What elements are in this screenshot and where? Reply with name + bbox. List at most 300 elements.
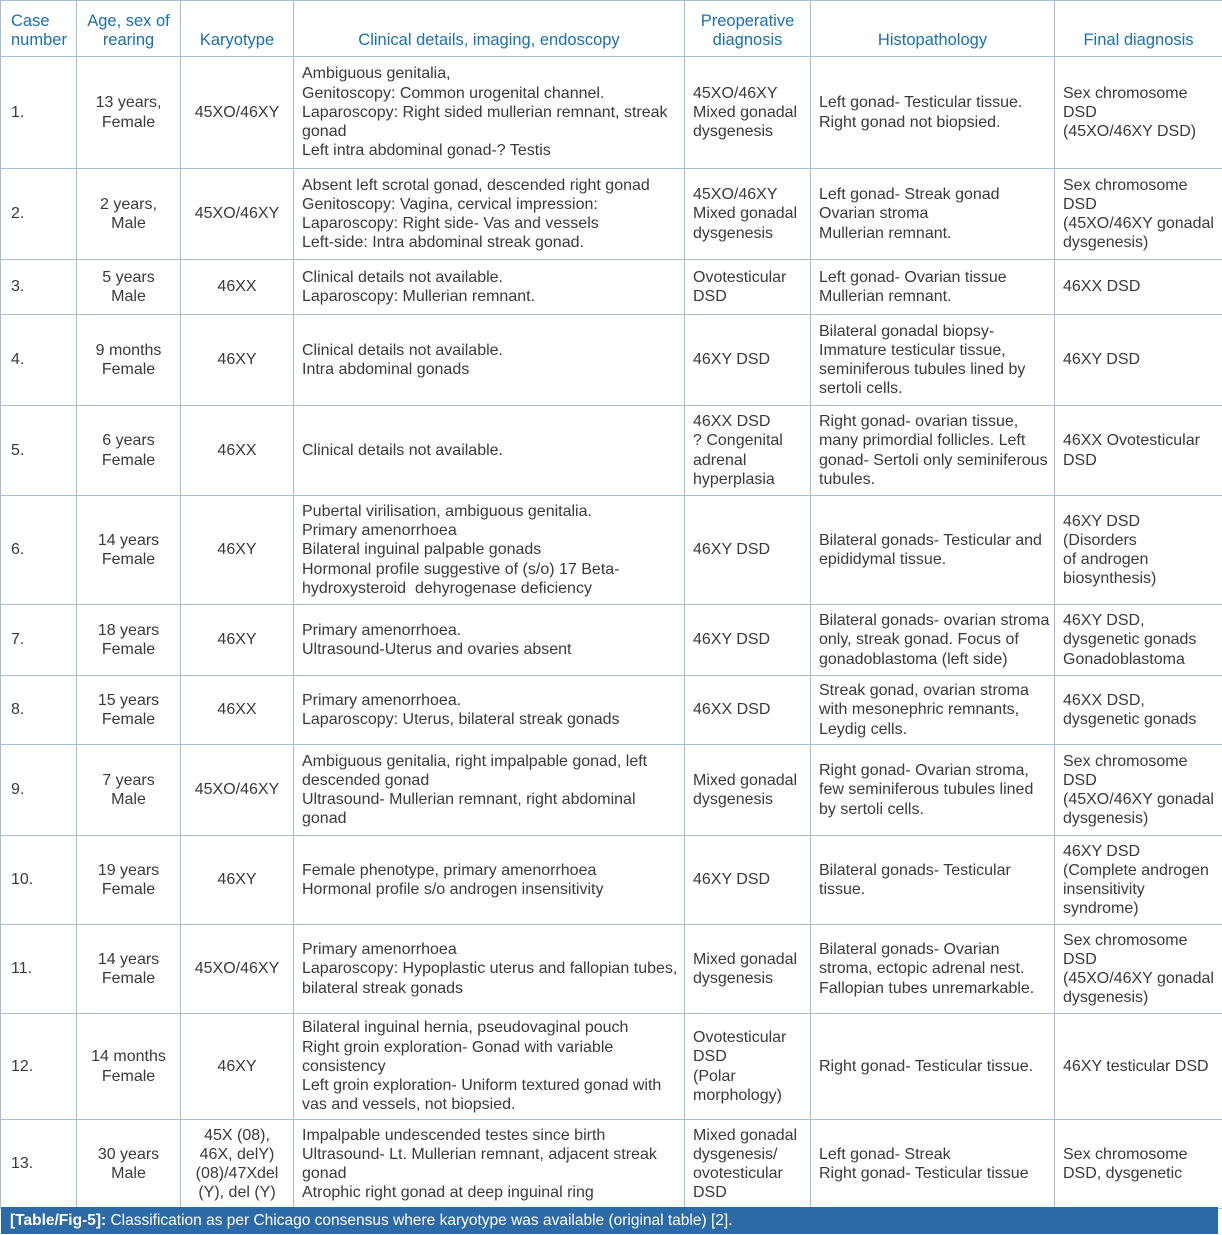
cell-line: tissue. bbox=[819, 881, 866, 898]
cell-line: 46XY DSD bbox=[693, 871, 771, 889]
cell-line: Female phenotype, primary amenorrhoea bbox=[302, 861, 597, 879]
cell-line: Ultrasound- Mullerian remnant, right abdominal bbox=[302, 791, 636, 808]
cell-preop bbox=[685, 676, 811, 745]
cell-line: Left groin exploration- Uniform textured gonad with bbox=[302, 1077, 662, 1095]
cell-line: dysgenesis bbox=[693, 970, 774, 987]
cell-line: 13 years, bbox=[95, 94, 162, 112]
cell-line: Sex chromosome bbox=[1063, 752, 1188, 770]
cell-line: Karyotype bbox=[199, 31, 275, 49]
cell-line: dysgenetic gonads bbox=[1063, 711, 1197, 728]
table-caption bbox=[1, 1207, 1218, 1234]
cell-line: 46XX bbox=[217, 441, 257, 459]
cell-num: 9. bbox=[1, 745, 77, 836]
cell-line: Ambiguous genitalia, bbox=[302, 65, 451, 83]
cell-line: 7 years bbox=[102, 771, 155, 789]
cell-line: 45XO/46XY bbox=[693, 186, 778, 204]
cell-line: Impalpable undescended testes since birth bbox=[302, 1126, 606, 1144]
cell-line: 46XY bbox=[217, 351, 257, 369]
cell-line: Hormonal profile s/o androgen insensitivity bbox=[302, 881, 604, 898]
cell-histo bbox=[811, 745, 1055, 836]
cell-line: stroma, ectopic adrenal nest. bbox=[819, 960, 1025, 978]
cell-line: Age, sex of bbox=[87, 12, 170, 30]
cell-line: Streak gonad, ovarian stroma bbox=[819, 682, 1029, 700]
cell-line: by sertoli cells. bbox=[819, 800, 924, 818]
cell-line: Female bbox=[101, 970, 156, 987]
cell-histo bbox=[811, 496, 1055, 605]
cell-line: hydroxysteroid dehyrogenase deficiency bbox=[302, 579, 592, 597]
cell-line: (08)/47Xdel bbox=[195, 1165, 279, 1182]
cell-line: 14 years bbox=[97, 950, 160, 968]
cell-line: 46XY DSD bbox=[693, 631, 771, 649]
cell-line: Ovarian stroma bbox=[819, 205, 929, 223]
table-row bbox=[1, 1014, 1222, 1120]
cell-line: (45XO/46XY gonadal bbox=[1063, 215, 1214, 232]
cell-line: 46XY DSD, bbox=[1063, 612, 1145, 630]
cell-line: dysgenesis) bbox=[1063, 234, 1149, 252]
cell-clinical bbox=[294, 260, 685, 315]
cell-line: Female bbox=[101, 1067, 156, 1085]
cell-line: Female bbox=[101, 451, 156, 469]
cell-line: 14 months bbox=[91, 1048, 166, 1066]
cell-line: sertoli cells. bbox=[819, 380, 903, 398]
cell-line: 19 years bbox=[97, 861, 160, 879]
cell-line: Left gonad- Ovarian tissue bbox=[819, 268, 1007, 286]
cell-line: Primary amenorrhoea bbox=[302, 941, 457, 959]
cell-age bbox=[77, 315, 181, 406]
cell-line: Right gonad- Testicular tissue. bbox=[819, 1057, 1034, 1075]
cell-histo bbox=[811, 260, 1055, 315]
table-row bbox=[1, 57, 1222, 169]
cell-line: Female bbox=[101, 641, 156, 658]
cell-age bbox=[77, 57, 181, 169]
cell-line: 46X, delY) bbox=[199, 1145, 275, 1163]
cell-line: Immature testicular tissue, bbox=[819, 341, 1006, 359]
cell-line: DSD bbox=[693, 1184, 727, 1202]
table-row bbox=[1, 836, 1222, 925]
cell-line: Female bbox=[101, 551, 156, 568]
cell-line: dysgenesis bbox=[693, 224, 774, 242]
cell-clinical bbox=[294, 605, 685, 676]
header-preop bbox=[685, 1, 811, 57]
cell-line: DSD bbox=[693, 288, 727, 305]
cell-num: 4. bbox=[1, 315, 77, 406]
cell-line: 45XO/46XY bbox=[194, 960, 280, 978]
cell-clinical bbox=[294, 169, 685, 260]
table-row bbox=[1, 496, 1222, 605]
cell-age bbox=[77, 1120, 181, 1209]
cell-line: Hormonal profile suggestive of (s/o) 17 Beta- bbox=[302, 560, 620, 578]
cell-line: Fallopian tubes unremarkable. bbox=[819, 979, 1035, 997]
cell-clinical bbox=[294, 315, 685, 406]
cell-histo bbox=[811, 925, 1055, 1014]
cell-line: 46XY bbox=[217, 541, 257, 559]
cell-num: 10. bbox=[1, 836, 77, 925]
cell-preop bbox=[685, 315, 811, 406]
cell-line: 45XO/46XY bbox=[693, 84, 778, 102]
cell-histo bbox=[811, 1120, 1055, 1209]
cell-num: 13. bbox=[1, 1120, 77, 1209]
cell-line: vas and vessels, not biopsied. bbox=[302, 1096, 516, 1114]
cell-line: gonad bbox=[302, 123, 347, 141]
cell-karyotype bbox=[181, 260, 294, 315]
cell-line: Bilateral gonads- Testicular and bbox=[819, 531, 1042, 549]
cell-line: 45X (08), bbox=[204, 1126, 270, 1144]
cell-line: Ovotesticular bbox=[693, 1029, 787, 1047]
table-row bbox=[1, 169, 1222, 260]
cell-final bbox=[1055, 1120, 1222, 1209]
cell-clinical bbox=[294, 836, 685, 925]
cell-line: epididymal tissue. bbox=[819, 551, 947, 568]
cell-line: dysgenesis) bbox=[1063, 989, 1149, 1007]
header-row bbox=[1, 1, 1222, 57]
cell-line: 45XO/46XY bbox=[194, 205, 280, 223]
cell-line: only, streak gonad. Focus of bbox=[819, 631, 1019, 649]
cell-line: Mixed gonadal bbox=[693, 103, 798, 121]
cell-line: Leydig cells. bbox=[819, 720, 908, 738]
cell-line: consistency bbox=[302, 1057, 386, 1075]
cell-line: 46XX DSD bbox=[1063, 278, 1141, 296]
header-final bbox=[1055, 1, 1222, 57]
cell-karyotype bbox=[181, 676, 294, 745]
cell-line: (Disorders bbox=[1063, 531, 1137, 549]
cell-preop bbox=[685, 836, 811, 925]
cell-line: Laparoscopy: Hypoplastic uterus and fallopian tubes, bbox=[302, 960, 678, 978]
cell-preop bbox=[685, 1014, 811, 1120]
table-row bbox=[1, 260, 1222, 315]
cell-final bbox=[1055, 315, 1222, 406]
cell-line: many primordial follicles. Left bbox=[819, 432, 1026, 450]
cell-num: 11. bbox=[1, 925, 77, 1014]
cell-line: 46XY DSD bbox=[1063, 351, 1141, 369]
cell-line: Clinical details, imaging, endoscopy bbox=[358, 31, 620, 49]
cell-num: 1. bbox=[1, 57, 77, 169]
cell-line: Mixed gonadal bbox=[693, 1126, 798, 1144]
cell-num: 6. bbox=[1, 496, 77, 605]
cell-line: 46XY DSD bbox=[1063, 842, 1141, 860]
cell-histo bbox=[811, 315, 1055, 406]
cell-line: few seminiferous tubules lined bbox=[819, 781, 1034, 799]
caption-label: [Table/Fig-5]: bbox=[10, 1212, 107, 1229]
cell-age bbox=[77, 1014, 181, 1120]
cell-line: Left gonad- Streak gonad bbox=[819, 186, 1000, 204]
cell-line: Right groin exploration- Gonad with variable bbox=[302, 1038, 614, 1056]
cell-final bbox=[1055, 57, 1222, 169]
cell-preop bbox=[685, 406, 811, 496]
cell-age bbox=[77, 925, 181, 1014]
cell-line: Final diagnosis bbox=[1083, 31, 1194, 49]
cell-preop bbox=[685, 260, 811, 315]
cell-karyotype bbox=[181, 1014, 294, 1120]
cell-line: 9 months bbox=[95, 341, 162, 359]
cell-age bbox=[77, 676, 181, 745]
cell-line: DSD bbox=[1063, 950, 1097, 968]
cell-line: Ovotesticular bbox=[693, 268, 787, 286]
cell-line: 46XX DSD bbox=[693, 413, 771, 431]
cell-karyotype bbox=[181, 836, 294, 925]
cell-line: Bilateral gonads- ovarian stroma bbox=[819, 612, 1050, 630]
cell-final bbox=[1055, 1014, 1222, 1120]
cell-final bbox=[1055, 676, 1222, 745]
cell-line: Laparoscopy: Right sided mullerian remnant, streak bbox=[302, 103, 668, 121]
cell-line: dysgenesis bbox=[693, 123, 774, 141]
header-karyotype bbox=[181, 1, 294, 57]
cell-clinical bbox=[294, 57, 685, 169]
cell-karyotype bbox=[181, 169, 294, 260]
table-row bbox=[1, 406, 1222, 496]
cell-line: dysgenesis/ bbox=[693, 1145, 778, 1163]
cell-line: Bilateral inguinal palpable gonads bbox=[302, 541, 542, 559]
cell-num: 5. bbox=[1, 406, 77, 496]
cell-line: Left gonad- Testicular tissue. bbox=[819, 94, 1023, 112]
cell-histo bbox=[811, 169, 1055, 260]
cell-line: 46XX bbox=[217, 701, 257, 719]
cell-line: Primary amenorrhoea. bbox=[302, 691, 462, 709]
cell-final bbox=[1055, 406, 1222, 496]
cell-line: DSD bbox=[1063, 103, 1097, 121]
cell-karyotype bbox=[181, 925, 294, 1014]
cell-preop bbox=[685, 745, 811, 836]
cell-line: Right gonad- ovarian tissue, bbox=[819, 413, 1019, 431]
cell-line: Mixed gonadal bbox=[693, 950, 798, 968]
cell-line: 46XX Ovotesticular bbox=[1063, 432, 1200, 450]
cell-line: 46XY testicular DSD bbox=[1063, 1057, 1209, 1075]
cell-final bbox=[1055, 925, 1222, 1014]
cell-line: DSD bbox=[693, 1048, 727, 1066]
cell-line: Mullerian remnant. bbox=[819, 288, 952, 305]
cell-line: Bilateral gonads- Ovarian bbox=[819, 941, 1000, 959]
cell-line: seminiferous tubules lined by bbox=[819, 361, 1026, 378]
cell-line: gonadoblastoma (left side) bbox=[819, 650, 1008, 668]
cell-clinical bbox=[294, 496, 685, 605]
cell-preop bbox=[685, 925, 811, 1014]
cell-histo bbox=[811, 676, 1055, 745]
cell-age bbox=[77, 836, 181, 925]
cell-line: Right gonad- Testicular tissue bbox=[819, 1165, 1029, 1182]
cell-line: Atrophic right gonad at deep inguinal ring bbox=[302, 1184, 594, 1202]
cell-line: Intra abdominal gonads bbox=[302, 361, 470, 378]
cell-line: 18 years bbox=[97, 621, 160, 639]
cell-line: gonad bbox=[302, 1165, 347, 1182]
cell-line: syndrome) bbox=[1063, 900, 1139, 918]
cell-line: 5 years bbox=[102, 268, 155, 286]
cell-line: Bilateral gonadal biopsy- bbox=[819, 322, 995, 340]
table-row bbox=[1, 925, 1222, 1014]
cell-line: Laparoscopy: Mullerian remnant. bbox=[302, 288, 536, 305]
cell-line: Male bbox=[111, 791, 146, 808]
cell-line: Mullerian remnant. bbox=[819, 224, 952, 242]
cell-line: insensitivity bbox=[1063, 881, 1145, 898]
cell-line: Male bbox=[111, 288, 146, 305]
cell-line: Clinical details not available. bbox=[302, 268, 503, 286]
cell-num: 2. bbox=[1, 169, 77, 260]
cell-line: 46XX DSD bbox=[693, 701, 771, 719]
cell-line: 30 years bbox=[97, 1145, 160, 1163]
cell-line: 2 years, bbox=[100, 195, 157, 213]
cell-line: Mixed gonadal bbox=[693, 205, 798, 223]
cell-line: (45XO/46XY gonadal bbox=[1063, 791, 1214, 808]
cell-line: dysgenetic gonads bbox=[1063, 631, 1197, 649]
cell-line: Clinical details not available. bbox=[302, 441, 503, 459]
cell-line: bilateral streak gonads bbox=[302, 979, 463, 997]
cell-line: Sex chromosome bbox=[1063, 931, 1188, 949]
cell-final bbox=[1055, 836, 1222, 925]
cell-line: 46XY DSD bbox=[1063, 512, 1141, 530]
cell-age bbox=[77, 605, 181, 676]
cell-final bbox=[1055, 605, 1222, 676]
cell-line: Histopathology bbox=[877, 31, 988, 49]
cell-line: Female bbox=[101, 711, 156, 728]
cell-line: number bbox=[11, 31, 67, 49]
cell-preop bbox=[685, 1120, 811, 1209]
cell-final bbox=[1055, 260, 1222, 315]
cell-line: Ambiguous genitalia, right impalpable gonad, left bbox=[302, 752, 648, 770]
cell-age bbox=[77, 169, 181, 260]
cell-line: 46XY bbox=[217, 631, 257, 649]
cell-line: (Polar bbox=[693, 1067, 736, 1085]
cell-final bbox=[1055, 745, 1222, 836]
cell-line: DSD bbox=[1063, 771, 1097, 789]
cell-line: Clinical details not available. bbox=[302, 341, 503, 359]
cell-line: Primary amenorrhoea bbox=[302, 522, 457, 540]
cell-line: biosynthesis) bbox=[1063, 570, 1157, 588]
cell-line: Right gonad- Ovarian stroma, bbox=[819, 762, 1029, 780]
cell-line: Male bbox=[111, 215, 146, 232]
cell-histo bbox=[811, 836, 1055, 925]
cell-line: 15 years bbox=[97, 691, 160, 709]
cell-line: Female bbox=[101, 113, 156, 131]
cell-histo bbox=[811, 406, 1055, 496]
cell-line: adrenal bbox=[693, 451, 747, 469]
cell-karyotype bbox=[181, 57, 294, 169]
cell-histo bbox=[811, 605, 1055, 676]
table-row bbox=[1, 605, 1222, 676]
cell-histo bbox=[811, 57, 1055, 169]
cell-line: DSD bbox=[1063, 195, 1097, 213]
cell-line: Bilateral gonads- Testicular bbox=[819, 861, 1011, 879]
cell-karyotype bbox=[181, 605, 294, 676]
cell-clinical bbox=[294, 406, 685, 496]
cell-line: (45XO/46XY DSD) bbox=[1063, 123, 1197, 141]
cell-line: (Y), del (Y) bbox=[198, 1184, 276, 1202]
cell-preop bbox=[685, 57, 811, 169]
cell-line: Female bbox=[101, 881, 156, 898]
cell-line: Genitoscopy: Common urogenital channel. bbox=[302, 84, 605, 102]
cell-final bbox=[1055, 169, 1222, 260]
cell-line: Genitoscopy: Vagina, cervical impression: bbox=[302, 195, 598, 213]
cell-clinical bbox=[294, 1014, 685, 1120]
cell-line: Right gonad not biopsied. bbox=[819, 113, 1001, 131]
cell-line: 45XO/46XY bbox=[194, 781, 280, 799]
cell-final bbox=[1055, 496, 1222, 605]
cell-line: 46XY bbox=[217, 871, 257, 889]
cell-num: 8. bbox=[1, 676, 77, 745]
cell-age bbox=[77, 260, 181, 315]
cell-line: 45XO/46XY bbox=[194, 103, 280, 121]
cell-line: 46XX bbox=[217, 278, 257, 296]
cell-line: Left-side: Intra abdominal streak gonad. bbox=[302, 234, 584, 252]
cell-line: gonad- Sertoli only seminiferous bbox=[819, 451, 1048, 469]
cell-line: Preoperative bbox=[700, 12, 795, 30]
cell-line: with mesonephric remnants, bbox=[819, 701, 1020, 719]
table-row bbox=[1, 745, 1222, 836]
table-row bbox=[1, 676, 1222, 745]
cell-line: hyperplasia bbox=[693, 470, 775, 488]
cell-line: diagnosis bbox=[712, 31, 783, 49]
cell-line: Mixed gonadal bbox=[693, 771, 798, 789]
cell-preop bbox=[685, 605, 811, 676]
cell-karyotype bbox=[181, 406, 294, 496]
cell-line: tubules. bbox=[819, 470, 876, 488]
cell-karyotype bbox=[181, 745, 294, 836]
cell-line: Left intra abdominal gonad-? Testis bbox=[302, 142, 551, 160]
cell-clinical bbox=[294, 745, 685, 836]
header-case-number bbox=[1, 1, 77, 57]
cell-line: Bilateral inguinal hernia, pseudovaginal pouch bbox=[302, 1019, 629, 1037]
cell-line: (45XO/46XY gonadal bbox=[1063, 970, 1214, 987]
header-histo bbox=[811, 1, 1055, 57]
cell-clinical bbox=[294, 925, 685, 1014]
cell-line: 46XX DSD, bbox=[1063, 691, 1145, 709]
cell-line: DSD bbox=[1063, 451, 1097, 469]
cell-karyotype bbox=[181, 496, 294, 605]
cell-line: 14 years bbox=[97, 531, 160, 549]
cell-line: of androgen bbox=[1063, 551, 1149, 568]
cell-num: 3. bbox=[1, 260, 77, 315]
cell-line: rearing bbox=[102, 31, 155, 49]
caption-text: Classification as per Chicago consensus where karyotype was available (original table) [2]. bbox=[106, 1212, 733, 1229]
cell-line: Ultrasound- Lt. Mullerian remnant, adjacent streak bbox=[302, 1145, 657, 1163]
cell-num: 7. bbox=[1, 605, 77, 676]
cell-line: Case bbox=[11, 12, 50, 30]
cell-line: 46XY bbox=[217, 1057, 257, 1075]
cell-line: 46XY DSD bbox=[693, 351, 771, 369]
cell-line: Pubertal virilisation, ambiguous genitalia. bbox=[302, 502, 592, 520]
cell-line: Ultrasound-Uterus and ovaries absent bbox=[302, 641, 572, 658]
cell-line: Male bbox=[111, 1165, 146, 1182]
cell-line: morphology) bbox=[693, 1086, 782, 1104]
cell-line: descended gonad bbox=[302, 771, 430, 789]
cell-line: gonad bbox=[302, 810, 347, 828]
cell-histo bbox=[811, 1014, 1055, 1120]
cell-preop bbox=[685, 496, 811, 605]
cell-karyotype bbox=[181, 315, 294, 406]
table-row bbox=[1, 315, 1222, 406]
cell-line: Laparoscopy: Right side- Vas and vessels bbox=[302, 215, 599, 232]
header-age-sex bbox=[77, 1, 181, 57]
cell-age bbox=[77, 406, 181, 496]
cell-clinical bbox=[294, 676, 685, 745]
cell-line: Sex chromosome bbox=[1063, 176, 1188, 194]
cell-karyotype bbox=[181, 1120, 294, 1209]
cell-line: dysgenesis bbox=[693, 791, 774, 808]
cell-line: (Complete androgen bbox=[1063, 861, 1209, 879]
header-clinical bbox=[294, 1, 685, 57]
cell-line: ? Congenital bbox=[693, 432, 783, 450]
cell-line: Female bbox=[101, 361, 156, 378]
cell-line: Absent left scrotal gonad, descended right gonad bbox=[302, 176, 650, 194]
cell-line: Laparoscopy: Uterus, bilateral streak gonads bbox=[302, 711, 620, 728]
cell-line: dysgenesis) bbox=[1063, 810, 1149, 828]
cell-line: ovotesticular bbox=[693, 1165, 783, 1182]
cell-line: Sex chromosome bbox=[1063, 84, 1188, 102]
table-row bbox=[1, 1120, 1222, 1209]
cell-line: Gonadoblastoma bbox=[1063, 650, 1185, 668]
cell-line: 46XY DSD bbox=[693, 541, 771, 559]
cell-line: Primary amenorrhoea. bbox=[302, 621, 462, 639]
cell-age bbox=[77, 496, 181, 605]
cell-num: 12. bbox=[1, 1014, 77, 1120]
cell-line: 6 years bbox=[102, 432, 155, 450]
